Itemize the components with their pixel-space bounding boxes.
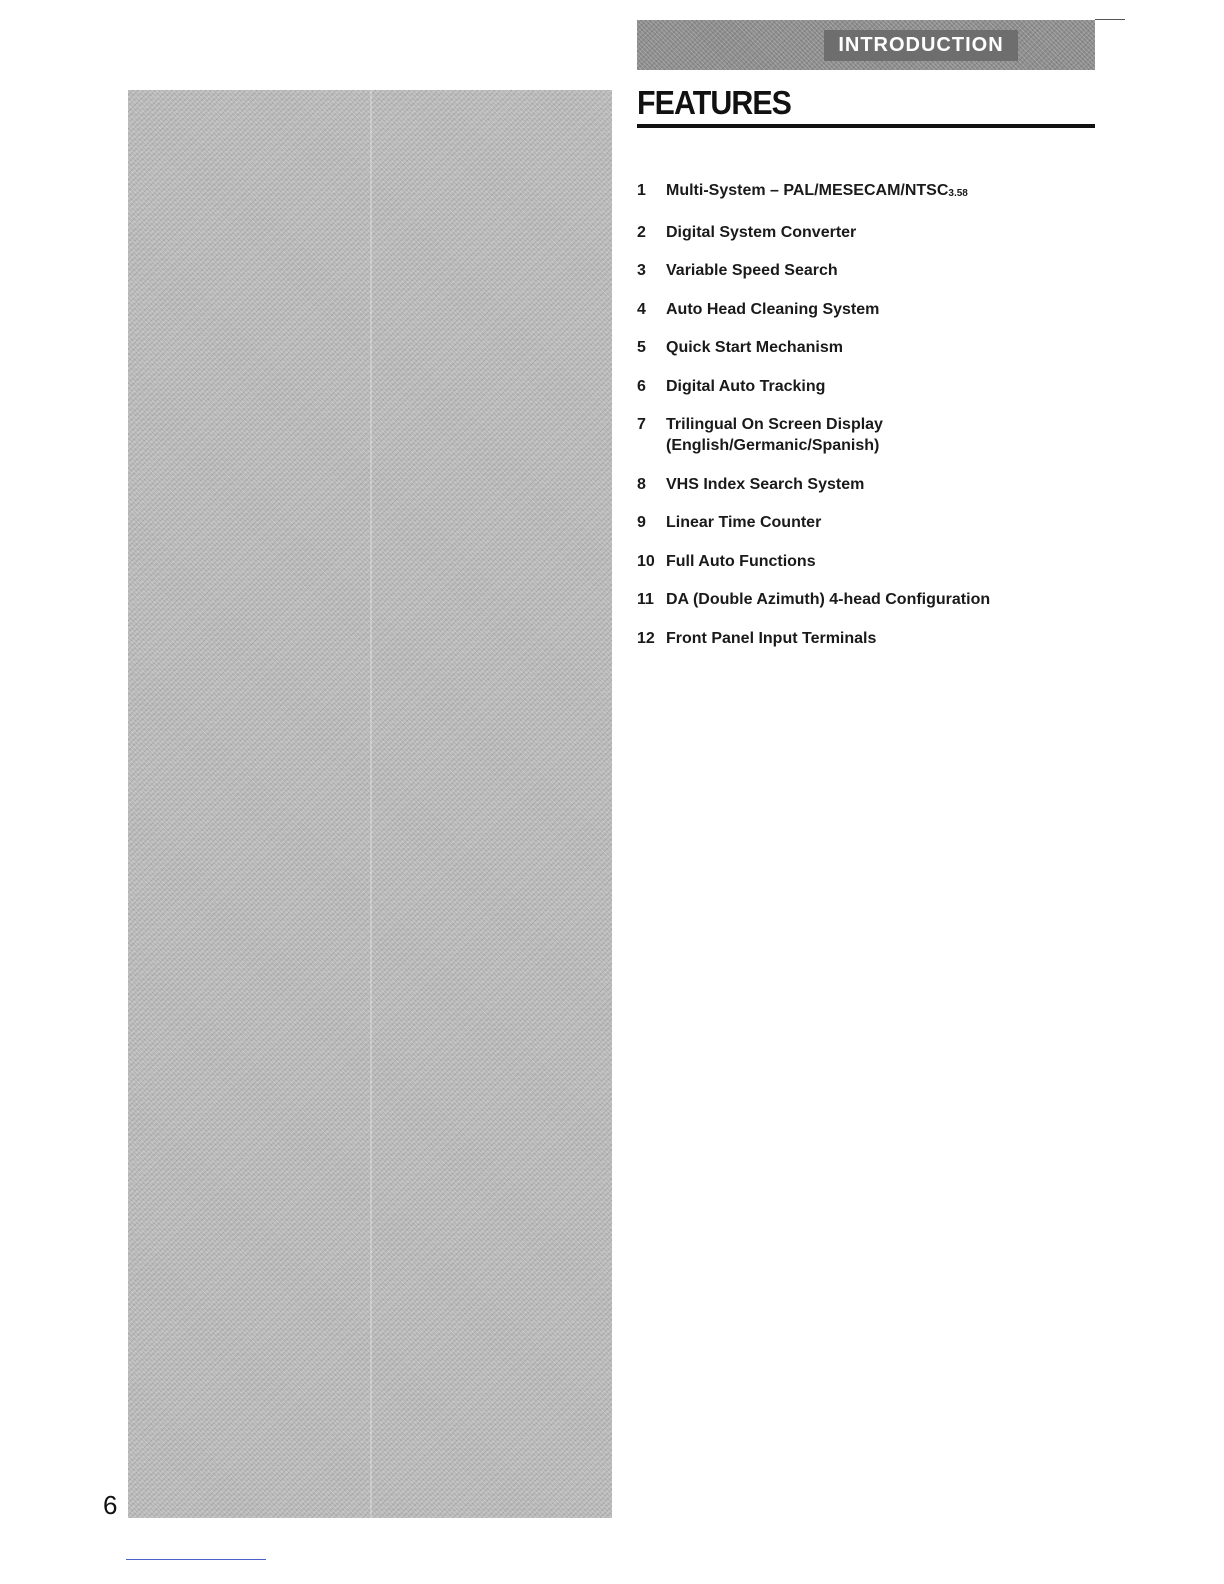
feature-number: 4 bbox=[637, 300, 646, 318]
feature-text: Quick Start Mechanism bbox=[666, 339, 843, 356]
feature-item-2 bbox=[637, 222, 1107, 243]
feature-item-8 bbox=[637, 474, 1107, 495]
feature-text: DA (Double Azimuth) 4-head Configuration bbox=[666, 591, 991, 608]
feature-text: Full Auto Functions bbox=[666, 552, 816, 570]
panel-seam bbox=[370, 90, 372, 1518]
feature-number: 2 bbox=[637, 223, 646, 241]
feature-text bbox=[666, 180, 1107, 204]
feature-text: Linear Time Counter bbox=[666, 514, 822, 531]
feature-text: Front Panel Input Terminals bbox=[666, 629, 877, 647]
feature-item-9 bbox=[637, 512, 1107, 533]
page-title: FEATURES bbox=[637, 84, 792, 121]
feature-number: 5 bbox=[637, 339, 646, 356]
feature-number: 12 bbox=[637, 629, 655, 647]
feature-text-line2: (English/Germanic/Spanish) bbox=[666, 437, 880, 454]
feature-item-6 bbox=[637, 376, 1107, 397]
feature-number: 10 bbox=[637, 552, 655, 570]
feature-item-7 bbox=[637, 414, 1107, 456]
feature-text-line1: Trilingual On Screen Display bbox=[666, 416, 883, 433]
bottom-rule bbox=[126, 1559, 266, 1560]
feature-text-main: Multi-System – PAL/MESECAM/NTSC bbox=[666, 182, 949, 199]
section-banner bbox=[637, 20, 1095, 70]
section-banner-label: INTRODUCTION bbox=[824, 30, 1017, 61]
feature-text: Digital System Converter bbox=[666, 223, 857, 241]
feature-item-1 bbox=[637, 180, 1107, 204]
feature-text: Auto Head Cleaning System bbox=[666, 300, 880, 318]
feature-text: Digital Auto Tracking bbox=[666, 377, 826, 395]
feature-text: Variable Speed Search bbox=[666, 262, 838, 279]
feature-text bbox=[666, 414, 1107, 456]
feature-number: 11 bbox=[637, 591, 654, 608]
page-number: 6 bbox=[103, 1490, 118, 1520]
feature-item-10 bbox=[637, 551, 1107, 572]
feature-item-4 bbox=[637, 299, 1107, 320]
feature-item-5 bbox=[637, 337, 1107, 358]
feature-number: 9 bbox=[637, 514, 646, 531]
feature-subscript: 3.58 bbox=[948, 188, 968, 199]
title-rule bbox=[637, 124, 1095, 128]
feature-item-11 bbox=[637, 589, 1107, 610]
feature-list bbox=[637, 180, 1107, 666]
feature-number: 3 bbox=[637, 262, 646, 279]
feature-number: 1 bbox=[637, 182, 646, 199]
feature-number: 7 bbox=[637, 416, 646, 433]
feature-item-3 bbox=[637, 260, 1107, 281]
feature-item-12 bbox=[637, 628, 1107, 649]
banner-tick bbox=[1095, 19, 1125, 20]
feature-text: VHS Index Search System bbox=[666, 475, 865, 493]
feature-number: 8 bbox=[637, 475, 646, 493]
feature-number: 6 bbox=[637, 377, 646, 395]
